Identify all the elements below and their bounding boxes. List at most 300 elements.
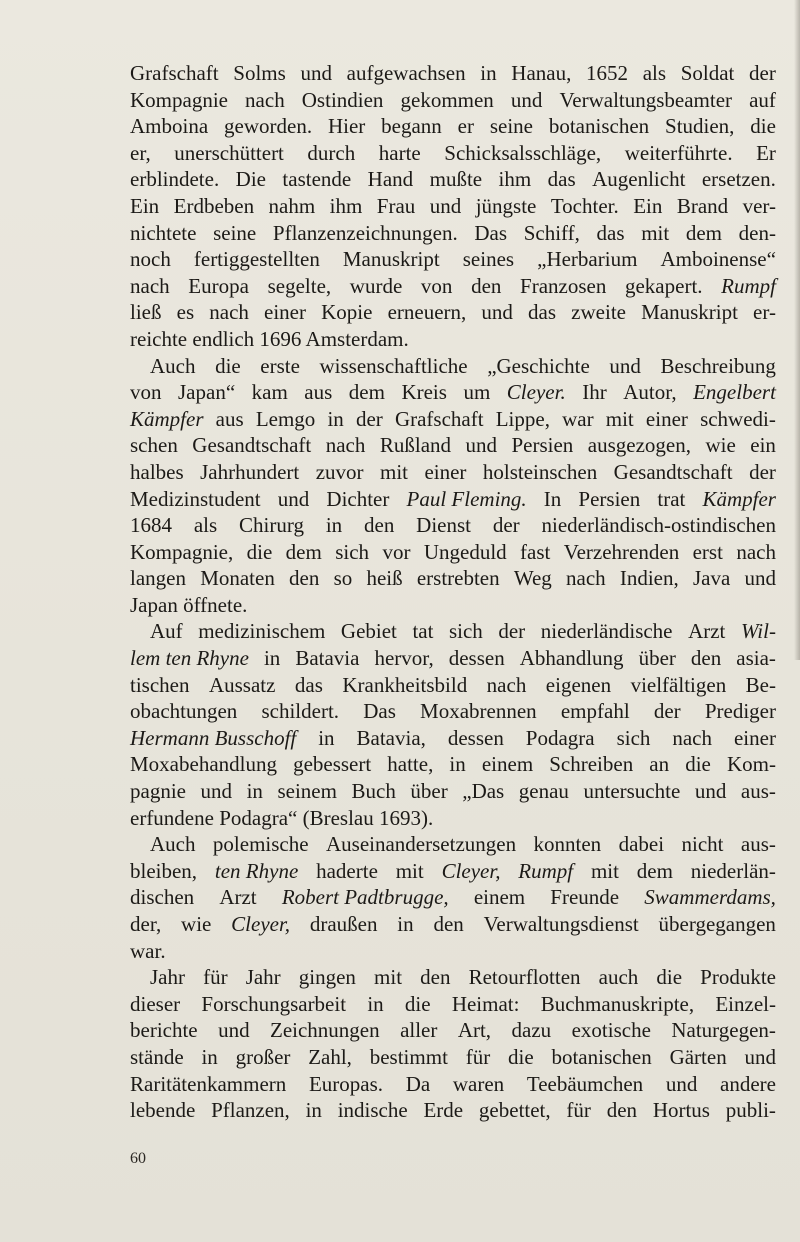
- word: Jahr: [245, 965, 281, 990]
- word: er: [457, 114, 474, 139]
- word: den: [433, 912, 464, 936]
- word: Be-: [745, 672, 776, 697]
- word: unerschüttert: [174, 140, 284, 165]
- word: In: [543, 486, 562, 511]
- word: großer: [235, 1044, 291, 1069]
- word: gebessert: [293, 752, 372, 777]
- word: die: [404, 991, 431, 1016]
- word: polemische: [212, 832, 309, 857]
- text-line: [130, 991, 776, 1018]
- text-line: [130, 353, 776, 380]
- word: ihm: [329, 193, 363, 218]
- word: aus: [215, 406, 244, 431]
- word: publi-: [725, 1098, 776, 1123]
- word: Kompagnie: [130, 87, 228, 112]
- word: erfundene Podagra“ (Breslau 1693).: [130, 805, 434, 830]
- word: ver-: [742, 193, 776, 218]
- word: Chirurg: [239, 513, 304, 538]
- word: Arzt: [688, 619, 726, 644]
- word: Soldat: [680, 61, 735, 85]
- text-line: [130, 592, 776, 619]
- italic-word: Swammerdams,: [644, 885, 776, 910]
- word: in: [397, 912, 414, 936]
- word: kam: [251, 380, 288, 405]
- word: fast: [520, 539, 551, 564]
- text-line: [130, 1071, 776, 1098]
- word: gekommen: [400, 87, 494, 112]
- word: nach: [209, 300, 249, 325]
- word: der,: [130, 912, 162, 936]
- word: Batavia: [295, 646, 360, 671]
- word: holsteinschen: [482, 459, 598, 484]
- text-line: [130, 1097, 776, 1124]
- italic-word: lem ten Rhyne: [130, 646, 249, 671]
- italic-word: Cleyer.: [506, 380, 566, 405]
- word: mit: [641, 220, 670, 245]
- text-line: [130, 672, 776, 699]
- word: nach: [672, 725, 713, 750]
- word: dem: [285, 539, 322, 564]
- word: Pflanzenzeichnungen.: [272, 220, 458, 245]
- word: von: [420, 273, 453, 298]
- word: er-: [753, 300, 776, 325]
- word: Autor,: [623, 380, 677, 405]
- word: sich: [616, 725, 651, 750]
- word: und: [694, 779, 727, 804]
- word: übergegangen: [658, 912, 776, 936]
- word: durch: [307, 140, 356, 165]
- word: nichtete: [130, 220, 197, 245]
- word: für: [566, 1098, 591, 1123]
- word: Indien,: [619, 566, 679, 591]
- word: Gärten: [669, 1044, 727, 1069]
- word: berichte: [130, 1018, 198, 1043]
- word: heiß: [366, 566, 403, 591]
- word: in: [246, 779, 263, 804]
- word: dischen: [130, 885, 195, 910]
- word: asia-: [736, 646, 776, 671]
- word: mit: [374, 965, 403, 990]
- word: ein: [750, 433, 776, 458]
- text-line: [130, 140, 776, 167]
- word: Medizinstudent: [130, 486, 261, 511]
- word: Batavia,: [356, 725, 426, 750]
- word: über: [638, 646, 676, 671]
- word: dessen: [447, 725, 504, 750]
- word: Persien: [511, 433, 574, 458]
- word: trat: [657, 486, 686, 511]
- word: mit: [590, 858, 619, 883]
- word: jüngste: [475, 193, 537, 218]
- word: Verwaltungsbeamter: [559, 87, 733, 112]
- word: Kompagnie,: [130, 539, 234, 564]
- word: „Herbarium: [537, 247, 638, 272]
- word: schildert.: [261, 699, 340, 724]
- word: Hier: [327, 114, 366, 139]
- word: Augenlicht: [592, 167, 686, 192]
- word: Naturgegen-: [671, 1018, 776, 1043]
- italic-word: Wil-: [740, 619, 776, 644]
- text-line: [130, 246, 776, 273]
- word: medizinischem: [198, 619, 326, 644]
- word: den: [289, 566, 320, 591]
- word: Auch: [150, 832, 196, 857]
- word: in: [263, 646, 281, 671]
- word: aufgewachsen: [346, 61, 466, 85]
- word: Schicksalsschläge,: [444, 140, 602, 165]
- text-line: [130, 751, 776, 778]
- word: aus-: [740, 832, 776, 857]
- word: Freunde: [550, 885, 620, 910]
- word: bleiben,: [130, 858, 198, 883]
- word: das: [528, 300, 557, 325]
- word: einer: [264, 300, 307, 325]
- word: Teebäumchen: [526, 1071, 644, 1096]
- word: der: [749, 459, 776, 484]
- text-line: [130, 805, 776, 832]
- word: reichte endlich 1696 Amsterdam.: [130, 326, 409, 351]
- word: Forschungsarbeit: [201, 991, 347, 1016]
- word: die: [215, 353, 241, 378]
- word: eigenen: [545, 672, 612, 697]
- word: Beschreibung: [660, 353, 776, 378]
- word: 1652: [586, 61, 629, 85]
- word: den-: [738, 220, 776, 245]
- word: ausgezogen,: [587, 433, 691, 458]
- word: das: [547, 167, 576, 192]
- word: mit: [605, 406, 634, 431]
- word: Hortus: [652, 1098, 710, 1123]
- text-line: [130, 911, 776, 938]
- word: genau: [518, 779, 569, 804]
- word: Abhandlung: [519, 646, 624, 671]
- word: sich: [448, 619, 483, 644]
- word: Schiff,: [523, 220, 580, 245]
- word: seine: [489, 114, 533, 139]
- word: nach: [325, 433, 366, 458]
- text-line: [130, 938, 776, 965]
- word: die: [246, 539, 273, 564]
- word: Moxabrennen: [420, 699, 537, 724]
- word: Arzt: [219, 885, 257, 910]
- word: Ungeduld: [423, 539, 507, 564]
- word: Europa: [188, 273, 249, 298]
- word: aus-: [740, 779, 776, 804]
- word: in: [318, 725, 335, 750]
- word: einem: [481, 752, 534, 777]
- word: pagnie: [130, 779, 186, 804]
- word: Gesandtschaft: [192, 433, 312, 458]
- word: nahm: [268, 193, 316, 218]
- word: draußen: [309, 912, 378, 936]
- word: erstrebten: [416, 566, 500, 591]
- word: niederländische: [540, 619, 673, 644]
- word: Buchmanuskripte,: [540, 991, 695, 1016]
- word: in: [305, 1098, 322, 1123]
- word: einer: [733, 725, 776, 750]
- word: und: [510, 87, 543, 112]
- word: Brand: [676, 193, 729, 218]
- word: nach: [736, 539, 776, 564]
- word: Grafschaft: [394, 406, 484, 431]
- text-line: [130, 406, 776, 433]
- word: Auf: [150, 619, 183, 644]
- text-line: [130, 698, 776, 725]
- word: indische: [337, 1098, 408, 1123]
- word: Pflanzen,: [211, 1098, 290, 1123]
- word: botanischen: [548, 114, 650, 139]
- word: wurde: [349, 273, 403, 298]
- word: nicht: [681, 832, 724, 857]
- word: tat: [412, 619, 434, 644]
- word: segelte,: [267, 273, 332, 298]
- word: Die: [235, 167, 266, 192]
- word: Erdbeben: [173, 193, 255, 218]
- word: Weg: [513, 566, 552, 591]
- word: in: [325, 513, 343, 538]
- word: erst: [692, 539, 723, 564]
- word: Grafschaft: [130, 61, 219, 85]
- word: ließ: [130, 300, 162, 325]
- word: den: [471, 273, 502, 298]
- word: „Das: [462, 779, 505, 804]
- italic-word: Rumpf: [721, 273, 776, 298]
- word: Amboina: [130, 114, 209, 139]
- word: und: [429, 193, 462, 218]
- word: tischen: [130, 672, 190, 697]
- word: fertiggestellten: [193, 247, 320, 272]
- word: ersetzen.: [701, 167, 776, 192]
- word: in: [480, 61, 497, 85]
- word: Krankheitsbild: [342, 672, 468, 697]
- word: aus: [304, 380, 333, 405]
- word: Hanau,: [511, 61, 572, 85]
- word: Schreiben: [549, 752, 634, 777]
- text-line: [130, 220, 776, 247]
- word: seinem: [277, 779, 337, 804]
- word: dabei: [618, 832, 665, 857]
- word: untersuchte: [583, 779, 681, 804]
- text-line: [130, 645, 776, 672]
- word: er,: [130, 140, 151, 165]
- word: und: [218, 1018, 250, 1043]
- word: harte: [378, 140, 421, 165]
- word: erblindete.: [130, 167, 220, 192]
- text-line: [130, 831, 776, 858]
- word: das: [596, 220, 625, 245]
- word: haderte: [316, 858, 378, 883]
- word: hervor,: [374, 646, 434, 671]
- word: Lemgo: [255, 406, 316, 431]
- word: schen: [130, 433, 178, 458]
- word: sich: [335, 539, 370, 564]
- word: empfahl: [560, 699, 630, 724]
- word: zuvor: [315, 459, 364, 484]
- word: den: [364, 513, 395, 538]
- word: die: [685, 752, 711, 777]
- word: Kopie: [321, 300, 373, 325]
- word: Produkte: [700, 965, 776, 990]
- word: dazu: [511, 1018, 552, 1043]
- word: die: [750, 114, 776, 139]
- word: nach: [245, 87, 285, 112]
- text-line: [130, 725, 776, 752]
- word: geworden.: [224, 114, 313, 139]
- word: und: [609, 353, 641, 378]
- word: Verzehrenden: [563, 539, 680, 564]
- text-line: [130, 299, 776, 326]
- text-line: [130, 273, 776, 300]
- word: mußte: [429, 167, 483, 192]
- word: Zeichnungen: [270, 1018, 380, 1043]
- text-line: [130, 512, 776, 539]
- word: mit: [379, 459, 408, 484]
- word: gekapert.: [624, 273, 703, 298]
- word: seines: [462, 247, 515, 272]
- word: Das: [363, 699, 396, 724]
- word: niederlän-: [690, 858, 776, 883]
- word: in: [367, 991, 384, 1016]
- italic-word: Cleyer,: [231, 912, 291, 936]
- text-line: [130, 858, 776, 885]
- word: Kom-: [726, 752, 776, 777]
- text-line: [130, 486, 776, 513]
- word: für: [203, 965, 228, 990]
- word: dem: [685, 220, 722, 245]
- word: Buch: [351, 779, 396, 804]
- word: und: [744, 1044, 776, 1069]
- italic-word: Rumpf: [518, 858, 574, 883]
- text-line: [130, 60, 776, 87]
- word: in: [201, 1044, 218, 1069]
- word: in: [327, 406, 344, 431]
- word: gebettet,: [478, 1098, 551, 1123]
- word: und: [665, 1071, 698, 1096]
- word: Ein: [633, 193, 663, 218]
- word: und: [200, 779, 233, 804]
- page-number: 60: [130, 1150, 146, 1167]
- word: hatte,: [387, 752, 434, 777]
- word: dieser: [130, 991, 181, 1016]
- word: Podagra: [525, 725, 595, 750]
- word: Ein: [130, 193, 160, 218]
- word: so: [333, 566, 353, 591]
- word: langen: [130, 566, 186, 591]
- word: 1684: [130, 513, 172, 538]
- word: bestimmt: [369, 1044, 448, 1069]
- text-line: [130, 166, 776, 193]
- word: das: [294, 672, 323, 697]
- word: Rußland: [379, 433, 452, 458]
- word: als: [193, 513, 218, 538]
- word: ihm: [498, 167, 532, 192]
- word: Manuskript: [342, 247, 440, 272]
- word: andere: [720, 1071, 776, 1096]
- word: Dienst: [416, 513, 471, 538]
- word: Frau: [376, 193, 416, 218]
- word: Zahl,: [308, 1044, 352, 1069]
- word: einer: [645, 406, 688, 431]
- word: Japan“: [178, 380, 236, 405]
- word: einer: [424, 459, 467, 484]
- italic-word: Kämpfer: [130, 406, 204, 431]
- word: schwedi-: [700, 406, 776, 431]
- word: einem: [473, 885, 526, 910]
- word: Lippe,: [495, 406, 550, 431]
- word: mit: [395, 858, 424, 883]
- word: als: [642, 61, 667, 85]
- word: dem: [636, 858, 673, 883]
- italic-word: Hermann Busschoff: [130, 725, 297, 750]
- word: auch: [598, 965, 639, 990]
- text-line: [130, 432, 776, 459]
- word: Art,: [457, 1018, 492, 1043]
- word: Java: [692, 566, 731, 591]
- word: stände: [130, 1044, 184, 1069]
- text-line: [130, 539, 776, 566]
- word: und: [277, 486, 310, 511]
- word: Er: [756, 140, 776, 165]
- word: begann: [381, 114, 442, 139]
- text-line: [130, 193, 776, 220]
- word: den: [420, 965, 451, 990]
- word: war.: [130, 938, 166, 963]
- word: wie: [705, 433, 736, 458]
- italic-word: ten Rhyne: [214, 858, 299, 883]
- text-line: [130, 964, 776, 991]
- word: Japan öffnete.: [130, 592, 248, 617]
- text-line: [130, 778, 776, 805]
- word: in: [449, 752, 466, 777]
- word: über: [410, 779, 448, 804]
- word: obachtungen: [130, 699, 238, 724]
- word: Persien: [578, 486, 641, 511]
- word: war: [562, 406, 594, 431]
- word: Erde: [423, 1098, 464, 1123]
- text-line: [130, 87, 776, 114]
- text-line: [130, 884, 776, 911]
- word: niederländisch-ostindischen: [541, 513, 776, 538]
- italic-word: Engelbert: [693, 380, 776, 405]
- word: von: [130, 380, 162, 405]
- text-line: [130, 379, 776, 406]
- word: Amboinense“: [660, 247, 776, 272]
- word: der: [749, 61, 776, 85]
- word: Hand: [367, 167, 414, 192]
- italic-word: Robert Padtbrugge,: [281, 885, 449, 910]
- page-edge-shadow: [794, 0, 800, 660]
- italic-word: Paul Fleming.: [406, 486, 527, 511]
- word: zweite: [571, 300, 626, 325]
- word: für: [465, 1044, 491, 1069]
- word: Gebiet: [340, 619, 397, 644]
- word: um: [463, 380, 491, 405]
- word: konnten: [533, 832, 602, 857]
- body-text: [130, 60, 776, 1124]
- word: Verwaltungsdienst: [483, 912, 639, 936]
- word: wie: [181, 912, 212, 936]
- word: Einzel-: [715, 991, 776, 1016]
- italic-word: Cleyer,: [441, 858, 501, 883]
- text-line: [130, 565, 776, 592]
- word: noch: [130, 247, 171, 272]
- word: Prediger: [704, 699, 776, 724]
- text-line: [130, 113, 776, 140]
- word: nach: [130, 273, 170, 298]
- text-line: [130, 1044, 776, 1071]
- word: Solms: [233, 61, 286, 85]
- word: Monaten: [200, 566, 275, 591]
